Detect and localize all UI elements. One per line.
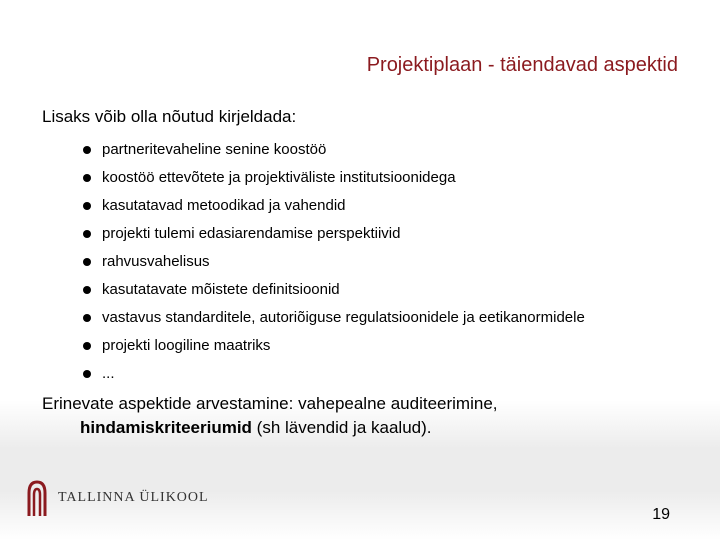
bullet-item (80, 276, 585, 304)
bullet-dot-icon (83, 146, 91, 154)
bullet-item (80, 304, 585, 332)
bullet-text: ... (102, 365, 115, 382)
tallinn-university-logo-icon (26, 479, 48, 517)
bullet-text: partneritevaheline senine koostöö (102, 141, 327, 158)
page-number: 19 (652, 506, 670, 523)
bullet-dot-icon (83, 342, 91, 350)
bullet-dot-icon (83, 370, 91, 378)
bullet-item (80, 248, 585, 276)
slide-title: Projektiplaan - täiendavad aspektid (366, 54, 678, 76)
bullet-text: koostöö ettevõtete ja projektiväliste institutsioonidega (102, 169, 456, 186)
logo-text: TALLINNA ÜLIKOOL (58, 490, 209, 505)
bullet-item (80, 220, 585, 248)
bullet-dot-icon (83, 202, 91, 210)
bullet-item (80, 332, 585, 360)
bullet-text: rahvusvahelisus (102, 253, 210, 270)
intro-text: Lisaks võib olla nõutud kirjeldada: (42, 107, 297, 126)
closing-line-2 (42, 416, 682, 440)
bullet-dot-icon (83, 258, 91, 266)
bullet-list (80, 136, 585, 388)
bullet-text: vastavus standarditele, autoriõiguse regulatsioonidele ja eetikanormidele (102, 309, 585, 326)
bullet-text: kasutatavad metoodikad ja vahendid (102, 197, 346, 214)
bullet-text: projekti loogiline maatriks (102, 337, 271, 354)
bullet-dot-icon (83, 314, 91, 322)
bullet-item (80, 164, 585, 192)
closing-paragraph (42, 392, 682, 440)
university-logo (26, 478, 209, 518)
bullet-dot-icon (83, 286, 91, 294)
closing-rest: (sh lävendid ja kaalud). (251, 418, 432, 437)
bullet-item (80, 192, 585, 220)
bullet-item (80, 360, 585, 388)
closing-bold-term: hindamiskriteeriumid (80, 418, 252, 437)
bullet-dot-icon (83, 174, 91, 182)
closing-line-1: Erinevate aspektide arvestamine: vahepealne auditeerimine, (42, 394, 498, 413)
bullet-dot-icon (83, 230, 91, 238)
bullet-text: projekti tulemi edasiarendamise perspektiivid (102, 225, 401, 242)
bullet-text: kasutatavate mõistete definitsioonid (102, 281, 340, 298)
bullet-item (80, 136, 585, 164)
